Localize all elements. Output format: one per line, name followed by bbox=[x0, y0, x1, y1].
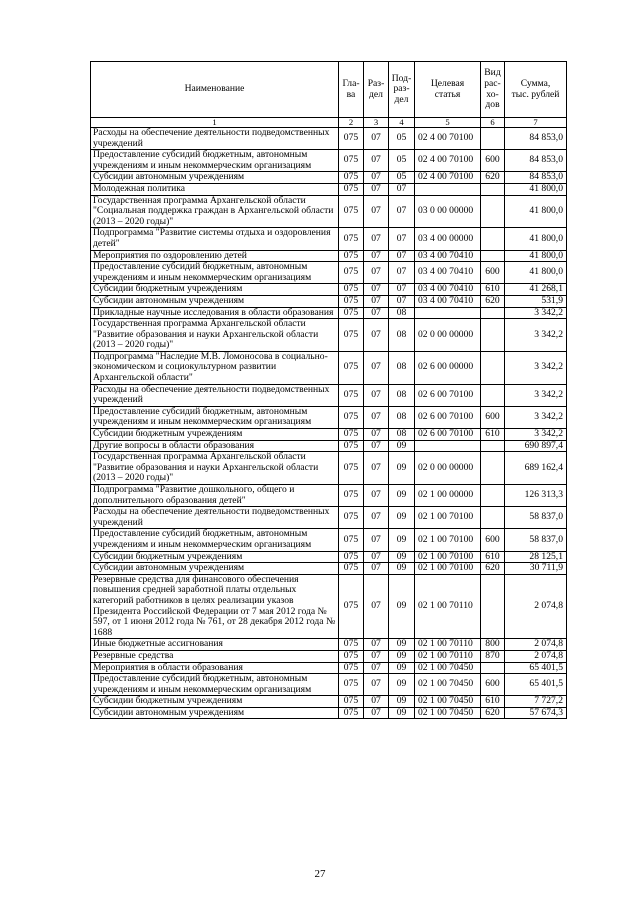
cell-vid: 610 bbox=[481, 696, 505, 708]
cell-name: Расходы на обеспечение деятельности подведомственных учреждений bbox=[91, 507, 339, 529]
cell-razdel: 07 bbox=[364, 639, 389, 651]
col-header-sum: Сумма, тыс. рублей bbox=[505, 62, 567, 118]
table-row bbox=[91, 440, 567, 452]
cell-podrazdel: 07 bbox=[389, 250, 415, 262]
cell-razdel: 07 bbox=[364, 507, 389, 529]
cell-name: Субсидии автономным учреждениям bbox=[91, 563, 339, 575]
cell-razdel: 07 bbox=[364, 574, 389, 639]
cell-glava: 075 bbox=[339, 707, 364, 719]
cell-razdel: 07 bbox=[364, 452, 389, 485]
cell-stat: 02 0 00 00000 bbox=[415, 319, 481, 352]
cell-podrazdel: 08 bbox=[389, 384, 415, 406]
column-number: 4 bbox=[389, 118, 415, 128]
cell-glava: 075 bbox=[339, 429, 364, 441]
cell-podrazdel: 05 bbox=[389, 172, 415, 184]
cell-stat: 02 4 00 70100 bbox=[415, 128, 481, 150]
cell-sum: 3 342,2 bbox=[505, 429, 567, 441]
cell-razdel: 07 bbox=[364, 650, 389, 662]
cell-vid bbox=[481, 351, 505, 384]
cell-vid bbox=[481, 228, 505, 250]
cell-sum: 57 674,3 bbox=[505, 707, 567, 719]
cell-vid: 600 bbox=[481, 674, 505, 696]
cell-vid: 800 bbox=[481, 639, 505, 651]
cell-vid bbox=[481, 452, 505, 485]
col-header-name: Наименование bbox=[91, 62, 339, 118]
cell-razdel: 07 bbox=[364, 284, 389, 296]
cell-razdel: 07 bbox=[364, 551, 389, 563]
cell-name: Субсидии бюджетным учреждениям bbox=[91, 551, 339, 563]
cell-stat: 02 4 00 70100 bbox=[415, 150, 481, 172]
cell-stat: 02 1 00 70100 bbox=[415, 529, 481, 551]
table-row bbox=[91, 674, 567, 696]
table-row bbox=[91, 574, 567, 639]
cell-podrazdel: 09 bbox=[389, 529, 415, 551]
cell-stat: 02 1 00 70450 bbox=[415, 674, 481, 696]
cell-name: Резервные средства для финансового обеспечения повышения средней заработной платы отдельных категорий работников в целях реализации указов Президента Российской Федерации от 7 мая 2012 года № 597, от 1 июня 2012 года № 761, от 28 декабря 2012 года № 1688 bbox=[91, 574, 339, 639]
cell-podrazdel: 08 bbox=[389, 307, 415, 319]
table-row bbox=[91, 351, 567, 384]
table-row bbox=[91, 452, 567, 485]
table-row bbox=[91, 128, 567, 150]
cell-podrazdel: 09 bbox=[389, 440, 415, 452]
cell-sum: 84 853,0 bbox=[505, 128, 567, 150]
cell-name: Предоставление субсидий бюджетным, автономным учреждениям и иным некоммерческим организациям bbox=[91, 406, 339, 428]
cell-razdel: 07 bbox=[364, 295, 389, 307]
table-row bbox=[91, 639, 567, 651]
cell-stat: 02 1 00 70450 bbox=[415, 662, 481, 674]
cell-glava: 075 bbox=[339, 250, 364, 262]
cell-sum: 58 837,0 bbox=[505, 529, 567, 551]
cell-glava: 075 bbox=[339, 183, 364, 195]
table-row bbox=[91, 563, 567, 575]
cell-glava: 075 bbox=[339, 351, 364, 384]
table-row bbox=[91, 384, 567, 406]
cell-razdel: 07 bbox=[364, 529, 389, 551]
cell-razdel: 07 bbox=[364, 440, 389, 452]
header-row bbox=[91, 62, 567, 118]
cell-podrazdel: 07 bbox=[389, 195, 415, 228]
cell-sum: 689 162,4 bbox=[505, 452, 567, 485]
cell-podrazdel: 05 bbox=[389, 128, 415, 150]
column-number: 2 bbox=[339, 118, 364, 128]
cell-podrazdel: 09 bbox=[389, 639, 415, 651]
col-header-stat: Целевая статья bbox=[415, 62, 481, 118]
table-row bbox=[91, 228, 567, 250]
cell-name: Государственная программа Архангельской области "Развитие образования и науки Архангельской области (2013 – 2020 годы)" bbox=[91, 319, 339, 352]
table-row bbox=[91, 295, 567, 307]
column-number-row bbox=[91, 118, 567, 128]
cell-sum: 41 268,1 bbox=[505, 284, 567, 296]
cell-glava: 075 bbox=[339, 384, 364, 406]
cell-glava: 075 bbox=[339, 674, 364, 696]
table-row bbox=[91, 551, 567, 563]
cell-razdel: 07 bbox=[364, 250, 389, 262]
cell-glava: 075 bbox=[339, 195, 364, 228]
table-row bbox=[91, 406, 567, 428]
cell-glava: 075 bbox=[339, 319, 364, 352]
cell-vid: 610 bbox=[481, 551, 505, 563]
cell-stat: 02 1 00 70450 bbox=[415, 707, 481, 719]
table-row bbox=[91, 319, 567, 352]
cell-sum: 3 342,2 bbox=[505, 406, 567, 428]
cell-sum: 41 800,0 bbox=[505, 183, 567, 195]
cell-name: Предоставление субсидий бюджетным, автономным учреждениям и иным некоммерческим организациям bbox=[91, 674, 339, 696]
cell-stat: 03 4 00 70410 bbox=[415, 250, 481, 262]
col-header-vid: Вид рас- хо- дов bbox=[481, 62, 505, 118]
cell-razdel: 07 bbox=[364, 696, 389, 708]
cell-glava: 075 bbox=[339, 406, 364, 428]
cell-name: Подпрограмма "Развитие системы отдыха и оздоровления детей" bbox=[91, 228, 339, 250]
cell-vid: 600 bbox=[481, 150, 505, 172]
cell-vid: 600 bbox=[481, 262, 505, 284]
col-header-glava: Гла- ва bbox=[339, 62, 364, 118]
cell-glava: 075 bbox=[339, 650, 364, 662]
cell-name: Субсидии автономным учреждениям bbox=[91, 707, 339, 719]
cell-razdel: 07 bbox=[364, 563, 389, 575]
table-row bbox=[91, 507, 567, 529]
cell-sum: 3 342,2 bbox=[505, 351, 567, 384]
col-header-podrazdel: Под- раз- дел bbox=[389, 62, 415, 118]
cell-podrazdel: 08 bbox=[389, 351, 415, 384]
table-row bbox=[91, 650, 567, 662]
cell-sum: 3 342,2 bbox=[505, 307, 567, 319]
cell-name: Расходы на обеспечение деятельности подведомственных учреждений bbox=[91, 128, 339, 150]
cell-vid bbox=[481, 574, 505, 639]
page-number: 27 bbox=[314, 868, 326, 880]
cell-vid: 600 bbox=[481, 406, 505, 428]
cell-name: Подпрограмма "Развитие дошкольного, общего и дополнительного образования детей" bbox=[91, 485, 339, 507]
cell-stat bbox=[415, 307, 481, 319]
cell-name: Молодежная политика bbox=[91, 183, 339, 195]
table-row bbox=[91, 250, 567, 262]
column-number: 7 bbox=[505, 118, 567, 128]
col-header-razdel: Раз- дел bbox=[364, 62, 389, 118]
cell-sum: 2 074,8 bbox=[505, 574, 567, 639]
cell-podrazdel: 07 bbox=[389, 262, 415, 284]
cell-sum: 690 897,4 bbox=[505, 440, 567, 452]
cell-stat: 02 1 00 70100 bbox=[415, 551, 481, 563]
cell-sum: 84 853,0 bbox=[505, 150, 567, 172]
cell-sum: 41 800,0 bbox=[505, 195, 567, 228]
cell-name: Мероприятия по оздоровлению детей bbox=[91, 250, 339, 262]
cell-vid bbox=[481, 662, 505, 674]
cell-sum: 3 342,2 bbox=[505, 319, 567, 352]
cell-name: Государственная программа Архангельской области "Развитие образования и науки Архангельской области (2013 – 2020 годы)" bbox=[91, 452, 339, 485]
table-row bbox=[91, 284, 567, 296]
cell-sum: 30 711,9 bbox=[505, 563, 567, 575]
cell-stat: 03 4 00 70410 bbox=[415, 262, 481, 284]
cell-vid bbox=[481, 507, 505, 529]
cell-glava: 075 bbox=[339, 529, 364, 551]
cell-stat: 02 1 00 70450 bbox=[415, 696, 481, 708]
cell-glava: 075 bbox=[339, 639, 364, 651]
cell-glava: 075 bbox=[339, 485, 364, 507]
cell-name: Прикладные научные исследования в области образования bbox=[91, 307, 339, 319]
cell-glava: 075 bbox=[339, 507, 364, 529]
cell-vid bbox=[481, 307, 505, 319]
cell-glava: 075 bbox=[339, 262, 364, 284]
cell-sum: 65 401,5 bbox=[505, 662, 567, 674]
cell-stat: 02 1 00 70110 bbox=[415, 650, 481, 662]
cell-vid: 870 bbox=[481, 650, 505, 662]
cell-glava: 075 bbox=[339, 172, 364, 184]
cell-razdel: 07 bbox=[364, 307, 389, 319]
cell-podrazdel: 09 bbox=[389, 574, 415, 639]
cell-podrazdel: 09 bbox=[389, 650, 415, 662]
cell-razdel: 07 bbox=[364, 351, 389, 384]
cell-stat: 03 4 00 70410 bbox=[415, 295, 481, 307]
cell-vid: 620 bbox=[481, 563, 505, 575]
cell-sum: 3 342,2 bbox=[505, 384, 567, 406]
cell-podrazdel: 09 bbox=[389, 452, 415, 485]
cell-razdel: 07 bbox=[364, 228, 389, 250]
cell-name: Подпрограмма "Наследие М.В. Ломоносова в социально-экономическом и социокультурном развитии Архангельской области" bbox=[91, 351, 339, 384]
cell-sum: 2 074,8 bbox=[505, 639, 567, 651]
cell-name: Резервные средства bbox=[91, 650, 339, 662]
cell-name: Иные бюджетные ассигнования bbox=[91, 639, 339, 651]
table-row bbox=[91, 662, 567, 674]
cell-stat: 03 4 00 70410 bbox=[415, 284, 481, 296]
cell-razdel: 07 bbox=[364, 406, 389, 428]
cell-vid bbox=[481, 384, 505, 406]
cell-podrazdel: 09 bbox=[389, 551, 415, 563]
cell-vid: 600 bbox=[481, 529, 505, 551]
table-row bbox=[91, 195, 567, 228]
cell-podrazdel: 05 bbox=[389, 150, 415, 172]
table-row bbox=[91, 429, 567, 441]
cell-razdel: 07 bbox=[364, 128, 389, 150]
cell-podrazdel: 09 bbox=[389, 707, 415, 719]
budget-table bbox=[90, 61, 567, 719]
cell-glava: 075 bbox=[339, 228, 364, 250]
table-row bbox=[91, 485, 567, 507]
cell-razdel: 07 bbox=[364, 195, 389, 228]
column-number: 3 bbox=[364, 118, 389, 128]
cell-glava: 075 bbox=[339, 128, 364, 150]
cell-vid bbox=[481, 195, 505, 228]
table-row bbox=[91, 707, 567, 719]
cell-podrazdel: 08 bbox=[389, 319, 415, 352]
cell-stat: 02 0 00 00000 bbox=[415, 452, 481, 485]
cell-stat: 02 6 00 70100 bbox=[415, 429, 481, 441]
cell-stat: 02 1 00 70100 bbox=[415, 563, 481, 575]
cell-sum: 41 800,0 bbox=[505, 262, 567, 284]
cell-stat: 02 1 00 70110 bbox=[415, 639, 481, 651]
cell-stat bbox=[415, 183, 481, 195]
cell-vid: 610 bbox=[481, 429, 505, 441]
table-row bbox=[91, 183, 567, 195]
cell-vid bbox=[481, 128, 505, 150]
cell-stat: 02 6 00 70100 bbox=[415, 406, 481, 428]
cell-podrazdel: 08 bbox=[389, 406, 415, 428]
cell-glava: 075 bbox=[339, 551, 364, 563]
cell-glava: 075 bbox=[339, 440, 364, 452]
cell-sum: 84 853,0 bbox=[505, 172, 567, 184]
cell-vid: 610 bbox=[481, 284, 505, 296]
cell-glava: 075 bbox=[339, 150, 364, 172]
cell-razdel: 07 bbox=[364, 183, 389, 195]
cell-stat: 02 6 00 00000 bbox=[415, 351, 481, 384]
table-row bbox=[91, 307, 567, 319]
cell-name: Субсидии бюджетным учреждениям bbox=[91, 429, 339, 441]
cell-name: Мероприятия в области образования bbox=[91, 662, 339, 674]
table-row bbox=[91, 262, 567, 284]
cell-name: Субсидии бюджетным учреждениям bbox=[91, 696, 339, 708]
cell-name: Субсидии бюджетным учреждениям bbox=[91, 284, 339, 296]
cell-podrazdel: 07 bbox=[389, 228, 415, 250]
cell-razdel: 07 bbox=[364, 429, 389, 441]
cell-vid bbox=[481, 250, 505, 262]
cell-glava: 075 bbox=[339, 284, 364, 296]
cell-razdel: 07 bbox=[364, 674, 389, 696]
table-row bbox=[91, 696, 567, 708]
cell-stat bbox=[415, 440, 481, 452]
cell-razdel: 07 bbox=[364, 262, 389, 284]
cell-name: Субсидии автономным учреждениям bbox=[91, 295, 339, 307]
cell-vid bbox=[481, 183, 505, 195]
table-row bbox=[91, 529, 567, 551]
cell-podrazdel: 09 bbox=[389, 507, 415, 529]
cell-glava: 075 bbox=[339, 563, 364, 575]
cell-sum: 41 800,0 bbox=[505, 228, 567, 250]
table-row bbox=[91, 172, 567, 184]
cell-name: Предоставление субсидий бюджетным, автономным учреждениям и иным некоммерческим организациям bbox=[91, 150, 339, 172]
cell-name: Государственная программа Архангельской области "Социальная поддержка граждан в Архангельской области (2013 – 2020 годы)" bbox=[91, 195, 339, 228]
cell-razdel: 07 bbox=[364, 707, 389, 719]
cell-sum: 28 125,1 bbox=[505, 551, 567, 563]
cell-sum: 531,9 bbox=[505, 295, 567, 307]
cell-vid bbox=[481, 485, 505, 507]
cell-razdel: 07 bbox=[364, 662, 389, 674]
cell-sum: 65 401,5 bbox=[505, 674, 567, 696]
cell-podrazdel: 07 bbox=[389, 295, 415, 307]
cell-glava: 075 bbox=[339, 574, 364, 639]
cell-podrazdel: 07 bbox=[389, 183, 415, 195]
table-row bbox=[91, 150, 567, 172]
cell-stat: 02 6 00 70100 bbox=[415, 384, 481, 406]
cell-sum: 126 313,3 bbox=[505, 485, 567, 507]
cell-podrazdel: 08 bbox=[389, 429, 415, 441]
cell-name: Предоставление субсидий бюджетным, автономным учреждениям и иным некоммерческим организациям bbox=[91, 262, 339, 284]
cell-vid: 620 bbox=[481, 172, 505, 184]
cell-name: Субсидии автономным учреждениям bbox=[91, 172, 339, 184]
cell-glava: 075 bbox=[339, 662, 364, 674]
cell-razdel: 07 bbox=[364, 319, 389, 352]
cell-glava: 075 bbox=[339, 696, 364, 708]
cell-vid: 620 bbox=[481, 707, 505, 719]
cell-stat: 03 0 00 00000 bbox=[415, 195, 481, 228]
cell-podrazdel: 09 bbox=[389, 485, 415, 507]
cell-stat: 03 4 00 00000 bbox=[415, 228, 481, 250]
column-number: 6 bbox=[481, 118, 505, 128]
cell-sum: 41 800,0 bbox=[505, 250, 567, 262]
cell-sum: 7 727,2 bbox=[505, 696, 567, 708]
cell-stat: 02 4 00 70100 bbox=[415, 172, 481, 184]
cell-vid bbox=[481, 319, 505, 352]
cell-sum: 58 837,0 bbox=[505, 507, 567, 529]
cell-glava: 075 bbox=[339, 295, 364, 307]
cell-podrazdel: 07 bbox=[389, 284, 415, 296]
column-number: 1 bbox=[91, 118, 339, 128]
cell-podrazdel: 09 bbox=[389, 696, 415, 708]
cell-name: Расходы на обеспечение деятельности подведомственных учреждений bbox=[91, 384, 339, 406]
cell-razdel: 07 bbox=[364, 172, 389, 184]
cell-sum: 2 074,8 bbox=[505, 650, 567, 662]
cell-vid bbox=[481, 440, 505, 452]
cell-razdel: 07 bbox=[364, 384, 389, 406]
cell-stat: 02 1 00 00000 bbox=[415, 485, 481, 507]
cell-podrazdel: 09 bbox=[389, 662, 415, 674]
cell-stat: 02 1 00 70100 bbox=[415, 507, 481, 529]
cell-name: Другие вопросы в области образования bbox=[91, 440, 339, 452]
cell-razdel: 07 bbox=[364, 485, 389, 507]
column-number: 5 bbox=[415, 118, 481, 128]
cell-glava: 075 bbox=[339, 452, 364, 485]
cell-podrazdel: 09 bbox=[389, 674, 415, 696]
cell-stat: 02 1 00 70110 bbox=[415, 574, 481, 639]
cell-name: Предоставление субсидий бюджетным, автономным учреждениям и иным некоммерческим организациям bbox=[91, 529, 339, 551]
cell-vid: 620 bbox=[481, 295, 505, 307]
cell-razdel: 07 bbox=[364, 150, 389, 172]
cell-podrazdel: 09 bbox=[389, 563, 415, 575]
cell-glava: 075 bbox=[339, 307, 364, 319]
